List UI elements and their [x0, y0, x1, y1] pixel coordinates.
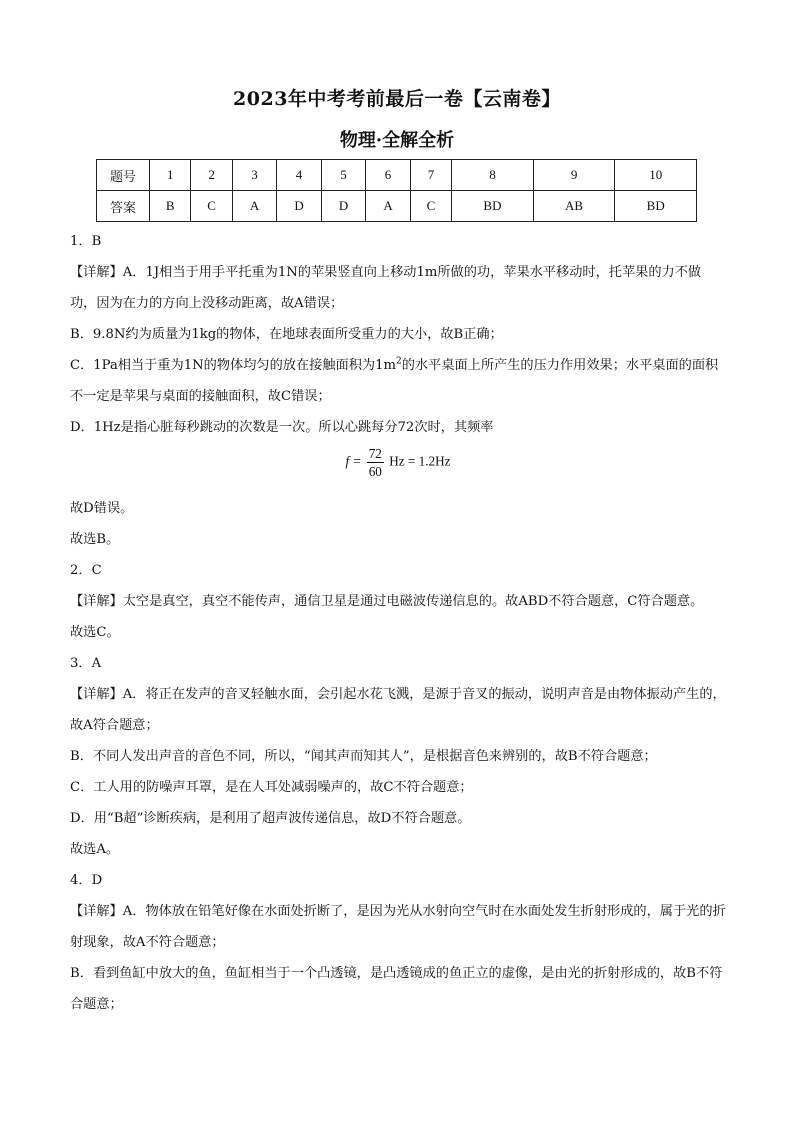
question-1-heading: 1．B [70, 234, 102, 249]
fraction-denominator: 60 [368, 464, 382, 479]
question-3-option-c: C．工人用的防噪声耳罩，是在人耳处减弱噪声的，故C不符合题意； [70, 780, 473, 795]
question-1-conclusion: 故选B。 [70, 532, 120, 547]
question-2-conclusion: 故选C。 [70, 625, 120, 640]
table-cell: A [232, 191, 276, 222]
question-4-option-b: B．看到鱼缸中放大的鱼，鱼缸相当于一个凸透镜，是凸透镜成的鱼正立的虚像，是由光的折射形成的，故B不符合题意； [70, 966, 723, 1012]
question-4-option-a: 【详解】A．物体放在铅笔好像在水面处折断了，是因为光从水射向空气时在水面处发生折射形成的，属于光的折射现象，故A不符合题意； [70, 904, 726, 950]
table-cell: 4 [277, 160, 321, 191]
table-cell: 7 [410, 160, 451, 191]
table-cell: 8 [452, 160, 534, 191]
option-c-text-start: C．1Pa相当于重为1N的物体均匀的放在接触面积为1m [70, 358, 397, 373]
table-cell: B [150, 191, 191, 222]
table-cell: D [277, 191, 321, 222]
row-header-question-number: 题号 [97, 160, 150, 191]
table-cell: C [410, 191, 451, 222]
question-1-option-b: B．9.8N约为质量为1kg的物体，在地球表面所受重力的大小，故B正确； [70, 327, 503, 342]
document-title: 2023年中考考前最后一卷【云南卷】 [233, 88, 561, 110]
question-3-option-a: 【详解】A．将正在发声的音叉轻触水面，会引起水花飞溅，是源于音叉的振动，说明声音是由物体振动产生的，故A符合题意； [70, 687, 726, 733]
question-number-row [97, 160, 697, 191]
table-cell: 6 [366, 160, 410, 191]
table-cell: 2 [191, 160, 232, 191]
table-cell: 10 [615, 160, 697, 191]
question-3-option-d: D．用“B超”诊断疾病，是利用了超声波传递信息，故D不符合题意。 [70, 811, 471, 826]
solutions-body [70, 226, 726, 1020]
superscript-2: 2 [396, 356, 402, 367]
table-cell: 9 [533, 160, 615, 191]
fraction-numerator: 72 [368, 446, 382, 461]
question-1-option-a: 【详解】A．1J相当于用手平托重为1N的苹果竖直向上移动1m所做的功，苹果水平移动时，托苹果的力不做功，因为在力的方向上没移动距离，故A错误； [70, 265, 702, 311]
table-cell: C [191, 191, 232, 222]
table-cell: D [321, 191, 365, 222]
table-cell: AB [533, 191, 615, 222]
table-cell: 3 [232, 160, 276, 191]
table-cell: 5 [321, 160, 365, 191]
option-c-text-end: 的水平桌面上所产生的压力作用效果；水平桌面的面积不一定是苹果与桌面的接触面积，故C错误； [70, 358, 719, 404]
question-3-option-b: B．不同人发出声音的音色不同，所以，“闻其声而知其人”，是根据音色来辨别的，故B不符合题意； [70, 749, 657, 764]
frequency-formula [70, 443, 726, 493]
answer-row [97, 191, 697, 222]
document-subtitle: 物理·全解全析 [339, 130, 455, 151]
formula-lhs: f = [345, 453, 362, 469]
table-cell: 1 [150, 160, 191, 191]
row-header-answer: 答案 [97, 191, 150, 222]
question-2-detail: 【详解】太空是真空，真空不能传声，通信卫星是通过电磁波传递信息的。故ABD不符合题意，C符合题意。 [70, 594, 704, 609]
answer-table [96, 159, 697, 222]
fraction [367, 445, 384, 480]
formula-rhs: Hz = 1.2Hz [389, 453, 451, 469]
table-cell: A [366, 191, 410, 222]
question-1-option-d-end: 故D错误。 [70, 501, 134, 516]
question-3-conclusion: 故选A。 [70, 842, 120, 857]
table-cell: BD [452, 191, 534, 222]
question-1-option-c [70, 350, 726, 412]
table-cell: BD [615, 191, 697, 222]
question-4-heading: 4．D [70, 873, 103, 888]
question-3-heading: 3．A [70, 656, 102, 671]
question-1-option-d: D．1Hz是指心脏每秒跳动的次数是一次。所以心跳每分72次时，其频率 [70, 420, 494, 435]
question-2-heading: 2．C [70, 563, 102, 578]
